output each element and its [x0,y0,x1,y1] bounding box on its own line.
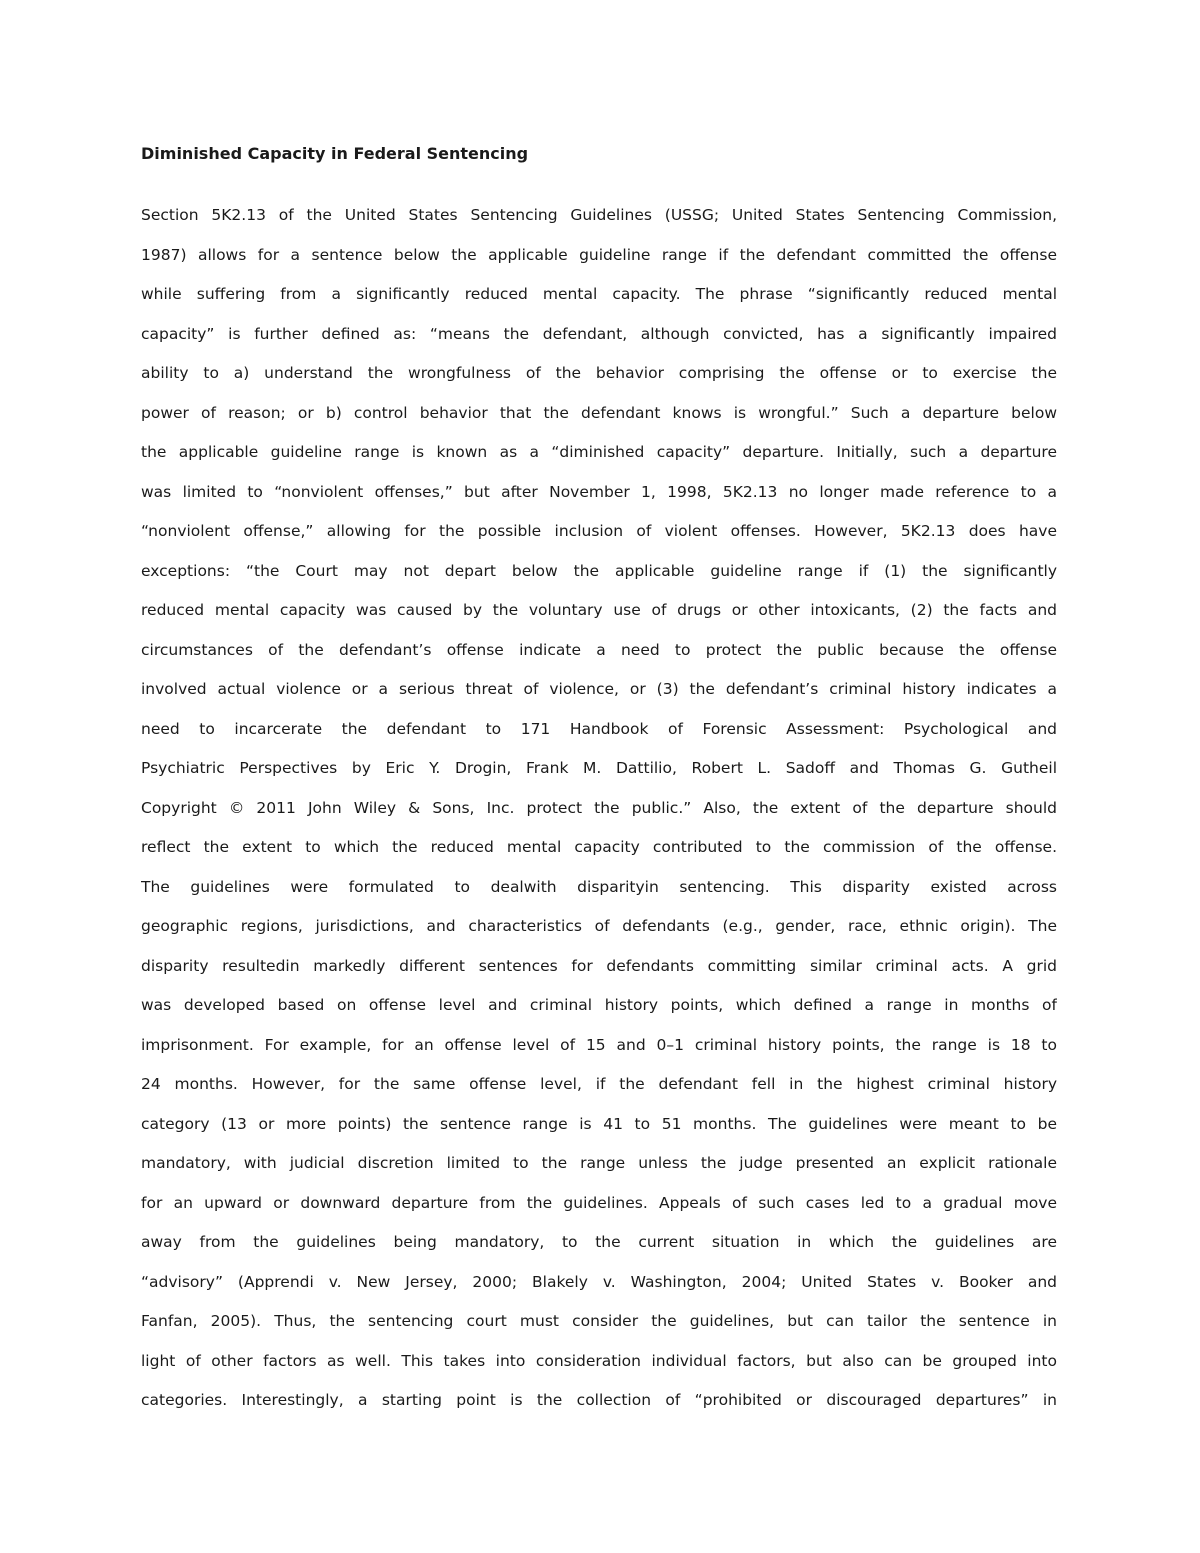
body-line: Copyright © 2011 John Wiley & Sons, Inc. protect the public.” Also, the extent of the departure should [141,798,1057,817]
body-line: imprisonment. For example, for an offense level of 15 and 0–1 criminal history points, the range is 18 to [141,1035,1057,1054]
body-line: was developed based on offense level and criminal history points, which defined a range in months of [141,996,1057,1014]
body-line: mandatory, with judicial discretion limited to the range unless the judge presented an explicit rationale [141,1154,1057,1172]
document-title: Diminished Capacity in Federal Sentencing [141,144,529,163]
body-line: reduced mental capacity was caused by the voluntary use of drugs or other intoxicants, (2) the facts and [141,601,1057,619]
body-line: involved actual violence or a serious threat of violence, or (3) the defendant’s criminal history indicates a [141,680,1057,698]
body-line: “advisory” (Apprendi v. New Jersey, 2000; Blakely v. Washington, 2004; United States v. Booker and [141,1272,1057,1291]
body-line: 24 months. However, for the same offense level, if the defendant fell in the highest criminal history [141,1075,1057,1093]
body-line: Psychiatric Perspectives by Eric Y. Drogin, Frank M. Dattilio, Robert L. Sadoff and Thomas G. Gutheil [141,759,1057,777]
body-line: Section 5K2.13 of the United States Sentencing Guidelines (USSG; United States Sentencing Commission, [141,206,1057,224]
document-body [141,196,1057,1421]
body-line: ability to a) understand the wrongfulness of the behavior comprising the offense or to exercise the [141,364,1057,382]
body-line: need to incarcerate the defendant to 171 Handbook of Forensic Assessment: Psychological and [141,719,1057,738]
body-line: Fanfan, 2005). Thus, the sentencing court must consider the guidelines, but can tailor the sentence in [141,1312,1057,1330]
body-line: light of other factors as well. This takes into consideration individual factors, but also can be grouped into [141,1351,1057,1370]
body-line: disparity resultedin markedly different sentences for defendants committing similar criminal acts. A grid [141,956,1057,975]
body-line: for an upward or downward departure from the guidelines. Appeals of such cases led to a gradual move [141,1193,1057,1212]
body-line: while suffering from a significantly reduced mental capacity. The phrase “significantly reduced mental [141,285,1057,303]
body-line: “nonviolent offense,” allowing for the possible inclusion of violent offenses. However, 5K2.13 does have [141,522,1057,540]
body-line: was limited to “nonviolent offenses,” but after November 1, 1998, 5K2.13 no longer made reference to a [141,482,1057,501]
body-line: reflect the extent to which the reduced mental capacity contributed to the commission of the offense. [141,838,1057,856]
body-line: categories. Interestingly, a starting point is the collection of “prohibited or discouraged departures” in [141,1391,1057,1409]
body-line: geographic regions, jurisdictions, and characteristics of defendants (e.g., gender, race, ethnic origin). The [141,917,1057,935]
body-line: the applicable guideline range is known as a “diminished capacity” departure. Initially, such a departure [141,443,1057,461]
body-line: away from the guidelines being mandatory, to the current situation in which the guidelines are [141,1233,1057,1251]
body-line: circumstances of the defendant’s offense indicate a need to protect the public because the offense [141,640,1057,659]
body-line: capacity” is further defined as: “means the defendant, although convicted, has a significantly impaired [141,324,1057,343]
body-line: power of reason; or b) control behavior that the defendant knows is wrongful.” Such a departure below [141,403,1057,422]
body-line: exceptions: “the Court may not depart below the applicable guideline range if (1) the significantly [141,561,1057,580]
body-line: The guidelines were formulated to dealwith disparityin sentencing. This disparity existed across [141,877,1057,896]
body-line: category (13 or more points) the sentence range is 41 to 51 months. The guidelines were meant to be [141,1114,1057,1133]
body-line: 1987) allows for a sentence below the applicable guideline range if the defendant committed the offense [141,245,1057,264]
